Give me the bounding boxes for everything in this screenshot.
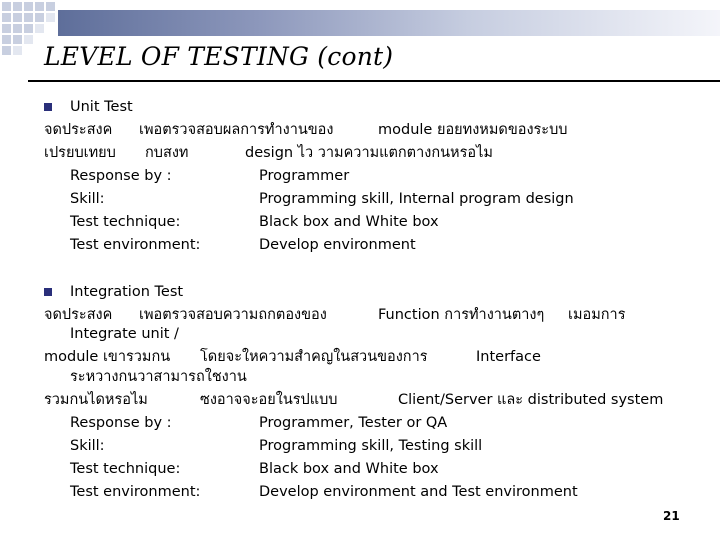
integration-field-label: Test environment:	[70, 484, 201, 500]
slide-title: LEVEL OF TESTING (cont)	[44, 42, 394, 71]
integration-field-value: Programming skill, Testing skill	[259, 438, 483, 454]
bullet-square-icon	[44, 103, 52, 111]
unit-compare-label: เปรยบเทยบ	[44, 145, 116, 161]
integration-purpose-when: เมอมการ	[568, 307, 626, 323]
integration-purpose-function: Function การทำงานตางๆ	[378, 307, 545, 323]
integration-test-heading: Integration Test	[70, 284, 184, 300]
integration-field-label: Skill:	[70, 438, 105, 454]
integration-line-module: module เขารวมกน	[44, 349, 171, 365]
integration-field-label: Response by :	[70, 415, 172, 431]
unit-field-label: Test environment:	[70, 237, 201, 253]
integration-field-value: Black box and White box	[259, 461, 439, 477]
integration-line-may: ซงอาจจะอยในรปแบบ	[200, 392, 338, 408]
integration-line-between: ระหวางกนวาสามารถใชงาน	[70, 369, 247, 385]
integration-field-value: Programmer, Tester or QA	[259, 415, 448, 431]
unit-purpose-module: module ยอยทงหมดของระบบ	[378, 122, 568, 138]
integration-field-label: Test technique:	[70, 461, 181, 477]
unit-purpose-text: เพอตรวจสอบผลการทำงานของ	[139, 122, 334, 138]
integration-line-together: รวมกนไดหรอไม	[44, 392, 148, 408]
unit-compare-design: design ไว วามความแตกตางกนหรอไม	[245, 145, 493, 161]
integration-line-integrate: Integrate unit /	[70, 326, 179, 342]
integration-field-value: Develop environment and Test environment	[259, 484, 578, 500]
integration-purpose-text: เพอตรวจสอบความถกตองของ	[139, 307, 327, 323]
integration-line-focus: โดยจะใหความสำคญในสวนของการ	[200, 349, 428, 365]
unit-field-label: Skill:	[70, 191, 105, 207]
unit-test-heading: Unit Test	[70, 99, 133, 115]
unit-field-value: Programming skill, Internal program design	[259, 191, 574, 207]
bullet-square-icon	[44, 288, 52, 296]
unit-field-value: Programmer	[259, 168, 350, 184]
unit-field-value: Black box and White box	[259, 214, 439, 230]
integration-line-interface: Interface	[476, 349, 541, 365]
unit-purpose-label: จดประสงค	[44, 122, 113, 138]
unit-field-label: Test technique:	[70, 214, 181, 230]
unit-field-label: Response by :	[70, 168, 172, 184]
integration-purpose-label: จดประสงค	[44, 307, 113, 323]
unit-compare-with: กบสงท	[145, 145, 189, 161]
integration-line-client: Client/Server และ distributed system	[398, 392, 664, 408]
page-number: 21	[663, 509, 680, 523]
unit-field-value: Develop environment	[259, 237, 416, 253]
